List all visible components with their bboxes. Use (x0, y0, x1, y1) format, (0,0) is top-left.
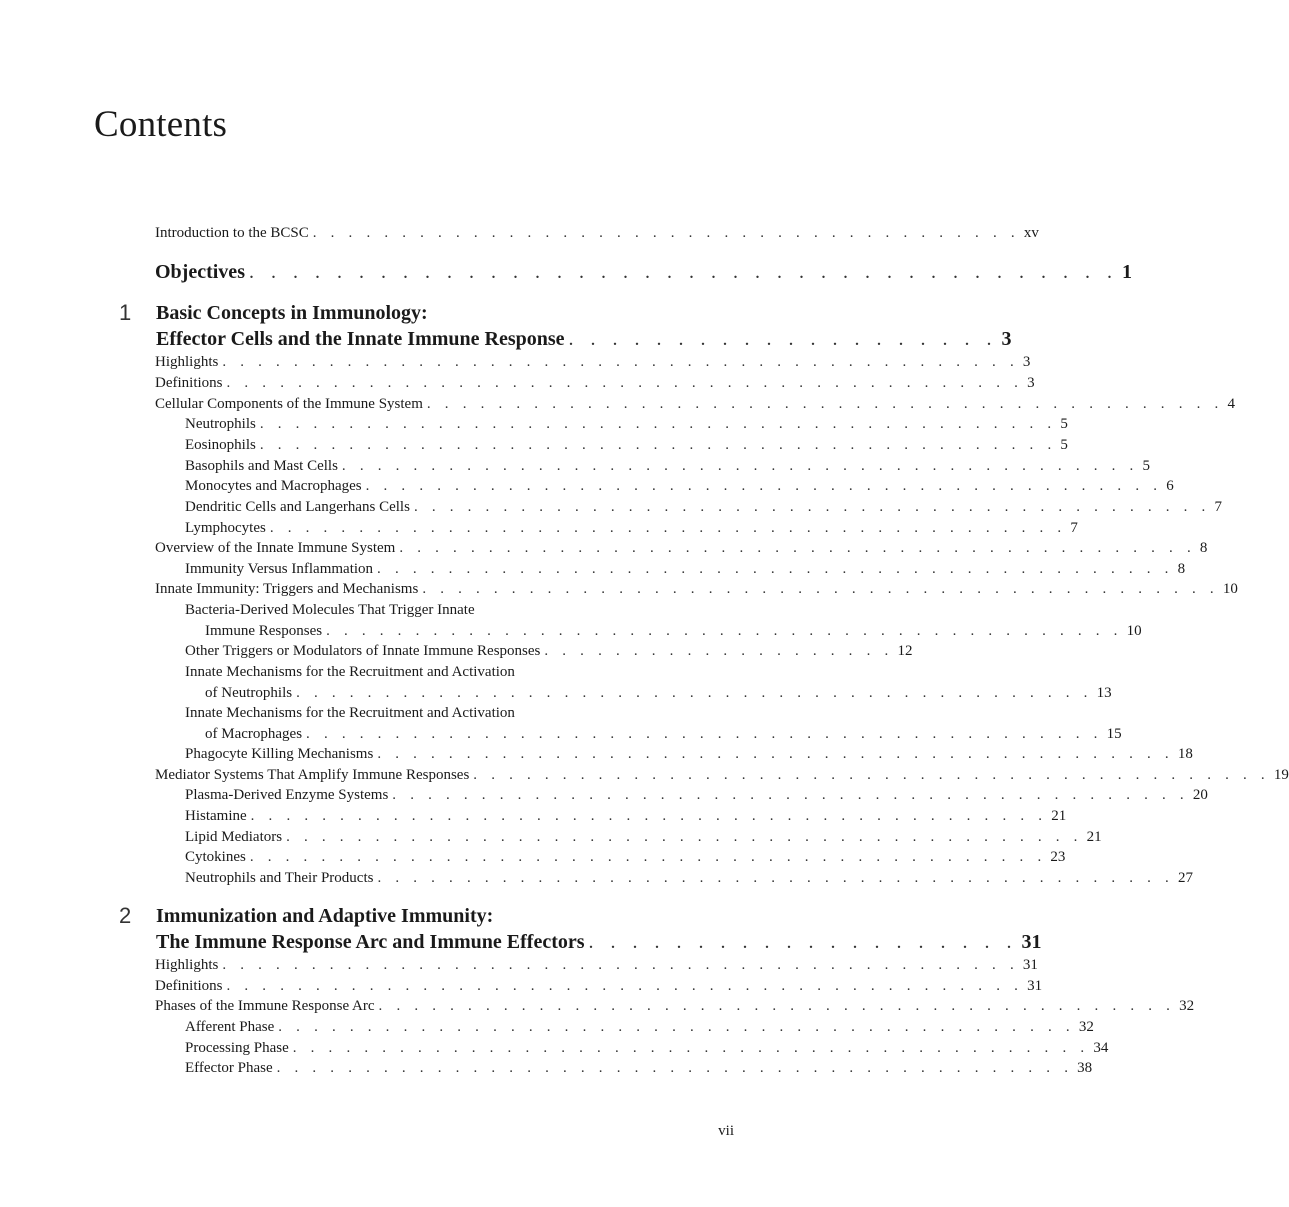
toc-entry-page: 4 (1227, 396, 1235, 412)
toc-entry-text: of Macrophages (205, 726, 303, 742)
toc-entry-text: Eosinophils (185, 437, 256, 453)
toc-entry[interactable] (185, 785, 1208, 805)
toc-entry-text: Afferent Phase (185, 1019, 275, 1035)
toc-entry[interactable] (185, 476, 1174, 496)
leader-dots: . . . . . . . . . . . . . . . . . . . . . . . . . . . . . . . . . . . . . . . . . . . . . (399, 540, 1196, 556)
toc-entry-text-line1: Innate Mechanisms for the Recruitment and Activation (185, 664, 515, 680)
chapter-page: 31 (1021, 931, 1042, 953)
leader-dots: . . . . . . . . . . . . . . . . . . . . . . . . . . . . . . . . . . . . . . . . . . . . . (259, 437, 1057, 453)
toc-entry-page: 31 (1022, 957, 1038, 973)
leader-dots: . . . . . . . . . . . . . . . . . . . . . . . . . . . . . . . . . . . . . . . . . . . . . (392, 787, 1189, 803)
chapter-title-entry[interactable] (156, 929, 1042, 955)
toc-entry-text: Plasma-Derived Enzyme Systems (185, 787, 389, 803)
leader-dots: . . . . . . . . . . . . . . . . . . . . . . . . . . . . . . . . . . . . . . . . . . . . . (377, 561, 1174, 577)
leader-dots: . . . . . . . . . . . . . . . . . . . . . . . . . . . . . . . . . . . . . . . . . . . . . (377, 870, 1175, 886)
toc-entry-text: Mediator Systems That Amplify Immune Responses (155, 767, 470, 783)
toc-entry[interactable] (185, 847, 1066, 867)
toc-entry-introduction[interactable] (155, 223, 1039, 243)
leader-dots: . . . . . . . . . . . . . . . . . . . . . . . . . . . . . . . . . . . . . . . . . . . . . (326, 623, 1123, 639)
toc-entry-page: 19 (1273, 767, 1289, 783)
toc-entry[interactable] (185, 1058, 1093, 1078)
toc-entry-text: Lymphocytes (185, 520, 266, 536)
toc-entry-page: xv (1023, 225, 1039, 241)
toc-entry-text: Cytokines (185, 849, 246, 865)
toc-entry-text: Lipid Mediators (185, 829, 283, 845)
chapter-number: 2 (119, 903, 132, 928)
toc-entry[interactable] (205, 621, 1142, 641)
toc-entry[interactable] (185, 806, 1067, 826)
leader-dots: . . . . . . . . . . . . . . . . . . . . . . . . . . . . . . . . . . . . . . . . . . . . . (296, 685, 1093, 701)
toc-entry-page: 12 (897, 643, 913, 659)
toc-entry-page: 15 (1106, 726, 1122, 742)
toc-entry-text: Overview of the Innate Immune System (155, 540, 396, 556)
toc-entry[interactable] (185, 827, 1102, 847)
toc-entry-text: Definitions (155, 978, 223, 994)
leader-dots: . . . . . . . . . . . . . . . . . . . . . . . . . . . . . . . . . . . . . . . . . . . . . (269, 520, 1067, 536)
chapter-number: 1 (119, 300, 132, 325)
toc-entry-text: Neutrophils (185, 416, 256, 432)
toc-entry-text: Other Triggers or Modulators of Innate Immune Responses (185, 643, 541, 659)
toc-entry-page: 3 (1027, 375, 1035, 391)
toc-entry-page: 21 (1086, 829, 1102, 845)
toc-entry-page: 13 (1096, 685, 1112, 701)
leader-dots: . . . . . . . . . . . . . . . . . . . . . . . . . . . . . . . . . . . . . . . . . . . . . (413, 499, 1211, 515)
chapter-title-line1: Immunization and Adaptive Immunity: (156, 905, 494, 927)
toc-entry-text: Dendritic Cells and Langerhans Cells (185, 499, 410, 515)
toc-entry[interactable] (155, 579, 1238, 599)
toc-entry[interactable] (185, 456, 1150, 476)
toc-entry[interactable] (155, 538, 1208, 558)
toc-entry-text: Immune Responses (205, 623, 323, 639)
toc-entry-page: 7 (1214, 499, 1223, 515)
toc-entry-page: 31 (1027, 978, 1043, 994)
chapter-page: 3 (1001, 328, 1012, 350)
toc-entry-text: Definitions (155, 375, 223, 391)
leader-dots: . . . . . . . . . . . . . . . . . . . . . . . . . . . . . . . . . . . . . . . . . . . . . (292, 1040, 1090, 1056)
toc-entry-text: Highlights (155, 354, 219, 370)
toc-entry[interactable] (185, 497, 1223, 517)
leader-dots: . . . . . . . . . . . . . . . . . . . . . . . . . . . . . . . . . . . . . . . . . . . . . (377, 746, 1174, 762)
leader-dots: . . . . . . . . . . . . . . . . . . . . . . . . . . . . . . . . . . . . . . . . . . . . . (341, 458, 1139, 474)
leader-dots: . . . . . . . . . . . . . . . . . . . . . . . . . . . . . . . . . . . . . . . . . . . . . (222, 354, 1019, 370)
toc-entry-text: Highlights (155, 957, 219, 973)
page-number: vii (718, 1123, 734, 1139)
toc-entry[interactable] (185, 1038, 1109, 1058)
leader-dots: . . . . . . . . . . . . . . . . . . . . (544, 643, 894, 659)
toc-entry[interactable] (185, 518, 1078, 538)
leader-dots: . . . . . . . . . . . . . . . . . . . . . . . . . . . . . . . . . . . . . . . . . . . . . (286, 829, 1083, 845)
toc-entry[interactable] (185, 435, 1068, 455)
toc-entry-page: 21 (1051, 808, 1067, 824)
page-title: Contents (94, 104, 228, 145)
toc-entry-text: Phases of the Immune Response Arc (155, 998, 375, 1014)
chapter-title-entry[interactable] (156, 326, 1012, 352)
leader-dots: . . . . . . . . . . . . . . . . . . . . . . . . . . . . . . . . . . . . . . . . . . . . . (226, 978, 1024, 994)
chapter-title-line2: The Immune Response Arc and Immune Effectors (156, 931, 585, 953)
toc-entry-text: Effector Phase (185, 1060, 273, 1076)
toc-entry-page: 1 (1121, 261, 1132, 283)
toc-entry-text: Monocytes and Macrophages (185, 478, 362, 494)
leader-dots: . . . . . . . . . . . . . . . . . . . . . . . . . . . . . . . . . . . . . . . . . . . . . (426, 396, 1224, 412)
toc-entry-page: 3 (1022, 354, 1031, 370)
toc-entry-page: 32 (1179, 998, 1195, 1014)
toc-entry-text-line1: Bacteria-Derived Molecules That Trigger Innate (185, 602, 475, 618)
toc-entry-page: 23 (1050, 849, 1066, 865)
toc-entry[interactable] (155, 352, 1031, 372)
chapter-title-line1: Basic Concepts in Immunology: (156, 302, 428, 324)
toc-entry-text: of Neutrophils (205, 685, 293, 701)
toc-entry[interactable] (185, 641, 913, 661)
leader-dots: . . . . . . . . . . . . . . . . . . . . . . . . . . . . . . . . . . . . . . . . . . . . . (378, 998, 1176, 1014)
toc-entry-text: Phagocyte Killing Mechanisms (185, 746, 374, 762)
toc-entry-page: 10 (1222, 581, 1238, 597)
toc-entry-text: Cellular Components of the Immune System (155, 396, 423, 412)
toc-entry-page: 5 (1142, 458, 1150, 474)
toc-entry-text: Basophils and Mast Cells (185, 458, 338, 474)
toc-entry-page: 6 (1166, 478, 1174, 494)
toc-entry[interactable] (155, 765, 1289, 785)
toc-entry-page: 20 (1192, 787, 1208, 803)
toc-entry-page: 5 (1060, 416, 1068, 432)
toc-entry-text-line1: Innate Mechanisms for the Recruitment and Activation (185, 705, 515, 721)
leader-dots: . . . . . . . . . . . . . . . . . . . . . . . . . . . . . . . . . . . . . . . . . . . . . (259, 416, 1057, 432)
leader-dots: . . . . . . . . . . . . . . . . . . . . (588, 931, 1018, 953)
toc-entry[interactable] (155, 394, 1235, 414)
toc-entry-page: 5 (1060, 437, 1068, 453)
toc-entry[interactable] (185, 559, 1186, 579)
toc-entry-text: Histamine (185, 808, 247, 824)
leader-dots: . . . . . . . . . . . . . . . . . . . . . . . . . . . . . . . . . . . . . . . . . . . . . (473, 767, 1270, 783)
toc-entry-text: Immunity Versus Inflammation (185, 561, 374, 577)
toc-entry[interactable] (185, 744, 1193, 764)
toc-entry[interactable] (205, 724, 1122, 744)
toc-entry-page: 10 (1126, 623, 1142, 639)
toc-entry-page: 8 (1177, 561, 1186, 577)
leader-dots: . . . . . . . . . . . . . . . . . . . . . . . . . . . . . . . . . . . . . . . . (248, 261, 1118, 283)
toc-entry[interactable] (185, 1017, 1094, 1037)
toc-entry-page: 32 (1078, 1019, 1094, 1035)
leader-dots: . . . . . . . . . . . . . . . . . . . . . . . . . . . . . . . . . . . . . . . . . . . . . (422, 581, 1219, 597)
toc-entry-page: 38 (1077, 1060, 1093, 1076)
leader-dots: . . . . . . . . . . . . . . . . . . . . . . . . . . . . . . . . . . . . . . . . . . . . . (365, 478, 1163, 494)
toc-entry[interactable] (155, 976, 1043, 996)
toc-entry[interactable] (185, 868, 1194, 888)
toc-entry-text: Introduction to the BCSC (155, 225, 309, 241)
toc-entry-text: Processing Phase (185, 1040, 289, 1056)
toc-entry-page: 34 (1093, 1040, 1109, 1056)
toc-entry-text: Innate Immunity: Triggers and Mechanisms (155, 581, 419, 597)
toc-entry-text: Neutrophils and Their Products (185, 870, 374, 886)
leader-dots: . . . . . . . . . . . . . . . . . . . . . . . . . . . . . . . . . . . . . . . . . . . . . (250, 808, 1048, 824)
toc-entry[interactable] (155, 955, 1038, 975)
toc-entry-page: 27 (1178, 870, 1194, 886)
toc-entry-page: 7 (1070, 520, 1078, 536)
toc-entry[interactable] (155, 996, 1195, 1016)
leader-dots: . . . . . . . . . . . . . . . . . . . . . . . . . . . . . . . . . . . . . . . . . . . . . (306, 726, 1103, 742)
toc-entry-page: 18 (1177, 746, 1193, 762)
toc-entry[interactable] (185, 414, 1068, 434)
chapter-title-line2: Effector Cells and the Innate Immune Response (156, 328, 565, 350)
leader-dots: . . . . . . . . . . . . . . . . . . . . . . . . . . . . . . . . . . . . . . . . . . . . . (226, 375, 1024, 391)
toc-entry[interactable] (155, 373, 1035, 393)
leader-dots: . . . . . . . . . . . . . . . . . . . . . . . . . . . . . . . . . . . . . . . . . . . . . (249, 849, 1047, 865)
leader-dots: . . . . . . . . . . . . . . . . . . . . . . . . . . . . . . . . . . . . . . . . . . . . . (276, 1060, 1074, 1076)
leader-dots: . . . . . . . . . . . . . . . . . . . . . . . . . . . . . . . . . . . . . . . . (312, 225, 1020, 241)
toc-entry-objectives[interactable] (155, 259, 1132, 285)
leader-dots: . . . . . . . . . . . . . . . . . . . . . . . . . . . . . . . . . . . . . . . . . . . . . (222, 957, 1019, 973)
leader-dots: . . . . . . . . . . . . . . . . . . . . (568, 328, 998, 350)
toc-entry-page: 8 (1199, 540, 1208, 556)
toc-entry[interactable] (205, 683, 1112, 703)
leader-dots: . . . . . . . . . . . . . . . . . . . . . . . . . . . . . . . . . . . . . . . . . . . . . (278, 1019, 1075, 1035)
toc-entry-text: Objectives (155, 261, 245, 283)
